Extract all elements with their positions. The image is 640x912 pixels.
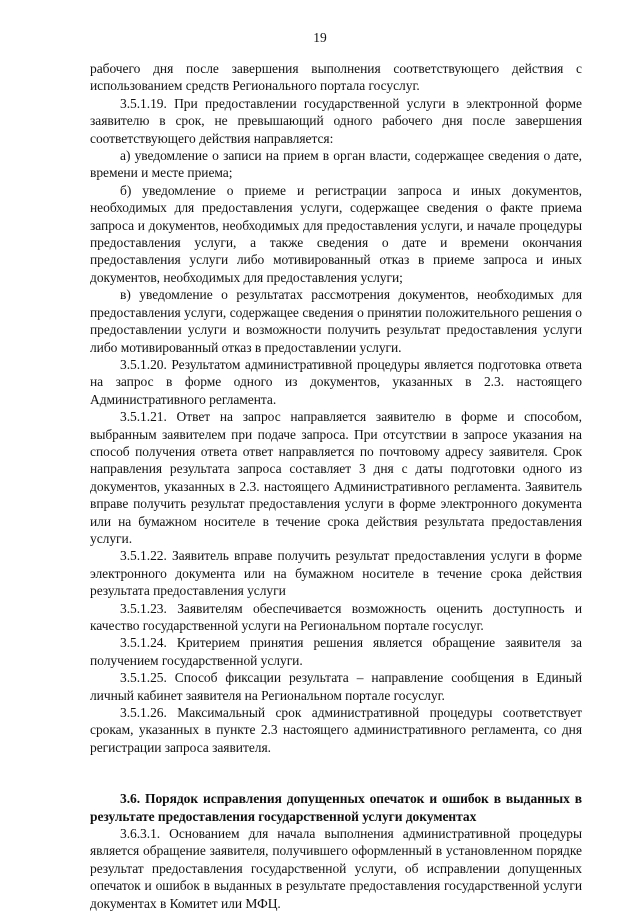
paragraph-3-5-1-21: 3.5.1.21. Ответ на запрос направляется заявителю в форме и способом, выбранным заявителем при подаче запроса. При отсутствии в запросе указания на способ получения ответа ответ направляется по почтовому адресу заявителя. Срок направления результата запроса составляет 3 дня с даты подготовки одного из документов, указанных в 2.3. настоящего Административного регламента. Заявитель вправе получить результат предоставления услуги в форме электронного документа или на бумажном носителе в течение срока действия результата предоставления услуги. [90,409,582,546]
paragraph-3-5-1-26: 3.5.1.26. Максимальный срок административной процедуры соответствует срокам, указанных в пункте 2.3 настоящего административного регламента, со дня регистрации запроса заявителя. [90,705,582,755]
list-item-a: а) уведомление о записи на прием в орган власти, содержащее сведения о дате, времени и месте приема; [90,148,582,181]
list-item-b: б) уведомление о приеме и регистрации запроса и иных документов, необходимых для предоставления услуги, содержащее сведения о факте приема запроса и документов, необходимых для предоставления услуги, и начале процедуры предоставления услуги, а также сведения о дате и времени окончания предоставления услуги либо мотивированный отказ в приеме запроса и иных документов, необходимых для предоставления услуги; [90,182,582,285]
paragraph-3-5-1-22: 3.5.1.22. Заявитель вправе получить результат предоставления услуги в форме электронного документа или на бумажном носителе в течение срока действия результата предоставления услуги [90,548,582,599]
paragraph-3-5-1-24: 3.5.1.24. Критерием принятия решения является обращение заявителя за получением государственной услуги. [90,635,582,668]
paragraph-3-5-1-25: 3.5.1.25. Способ фиксации результата – направление сообщения в Единый личный кабинет заявителя на Региональном портале госуслуг. [90,670,582,703]
document-body [90,60,582,912]
section-heading: 3.6. Порядок исправления допущенных опечаток и ошибок в выданных в результате предоставления государственной услуги документах [90,791,582,824]
paragraph-3-5-1-23: 3.5.1.23. Заявителям обеспечивается возможность оценить доступность и качество государственной услуги на Региональном портале госуслуг. [90,600,582,633]
paragraph-continuation: рабочего дня после завершения выполнения соответствующего действия с использованием средств Регионального портала госуслуг. [90,61,582,94]
paragraph-3-5-1-19: 3.5.1.19. При предоставлении государственной услуги в электронной форме заявителю в срок, не превышающий одного рабочего дня после завершения соответствующего действия направляется: [90,95,582,146]
page-number: 19 [313,30,327,45]
list-item-v: в) уведомление о результатах рассмотрения документов, необходимых для предоставления услуги, содержащее сведения о принятии положительного решения о предоставлении услуги и возможности получить результат предоставления услуги либо мотивированный отказ в предоставлении услуги. [90,287,582,355]
paragraph-3-6-3-1: 3.6.3.1. Основанием для начала выполнения административной процедуры является обращение заявителя, получившего оформленный в установленном порядке результат предоставления государственной услуги, об исправлении допущенных опечаток и ошибок в выданных в результате предоставления государственной услуги документах в Комитет или МФЦ. [90,826,582,911]
paragraph-3-5-1-20: 3.5.1.20. Результатом административной процедуры является подготовка ответа на запрос в форме одного из документов, указанных в 2.3. настоящего Административного регламента. [90,356,582,407]
